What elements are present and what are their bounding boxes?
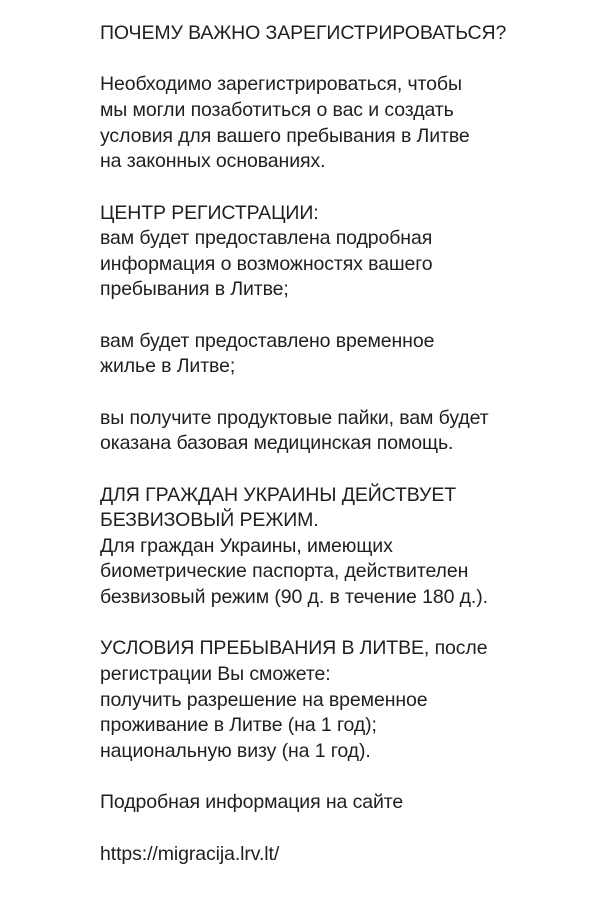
housing-line: вам будет предоставлено временное [100,329,435,352]
conditions-line: национальную визу (на 1 год). [100,739,371,762]
heading-stay-conditions: УСЛОВИЯ ПРЕБЫВАНИЯ В ЛИТВЕ, [100,637,430,660]
spacer [100,303,590,329]
conditions-line: регистрации Вы сможете: [100,663,331,686]
center-line: вам будет предоставлена подробная [100,227,433,250]
conditions-line: проживание в Литве (на 1 год); [100,714,377,737]
heading-registration-center: ЦЕНТР РЕГИСТРАЦИИ: [100,201,319,224]
heading-why-register: ПОЧЕМУ ВАЖНО ЗАРЕГИСТРИРОВАТЬСЯ? [100,22,507,44]
visa-line: биометрические паспорта, действителен [100,560,469,583]
visa-line: Для граждан Украины, имеющих [100,534,393,557]
why-line: мы могли позаботиться о вас и создать [100,98,454,121]
why-line: условия для вашего пребывания в Литве [100,124,470,147]
spacer [100,175,590,201]
spacer [100,380,590,406]
food-line: оказана базовая медицинская помощь. [100,432,454,455]
document-body [100,21,590,867]
website-link[interactable]: https://migracija.lrv.lt/ [100,842,280,865]
conditions-line: получить разрешение на временное [100,688,428,711]
spacer [100,611,590,637]
heading-visa-free: БЕЗВИЗОВЫЙ РЕЖИМ. [100,509,319,532]
conditions-heading-tail: после [429,637,488,660]
more-info-text: Подробная информация на сайте [100,791,404,814]
spacer [100,47,590,73]
why-line: на законных основаниях. [100,150,326,173]
spacer [100,816,590,842]
center-line: информация о возможностях вашего [100,252,433,275]
spacer [100,764,590,790]
spacer [100,457,590,483]
center-line: пребывания в Литве; [100,278,289,301]
visa-line: безвизовый режим (90 д. в течение 180 д.). [100,586,488,609]
housing-line: жилье в Литве; [100,355,236,378]
conditions-heading-line [100,636,590,662]
why-line: Необходимо зарегистрироваться, чтобы [100,73,462,96]
food-line: вы получите продуктовые пайки, вам будет [100,406,489,429]
heading-visa-free: ДЛЯ ГРАЖДАН УКРАИНЫ ДЕЙСТВУЕТ [100,483,457,506]
